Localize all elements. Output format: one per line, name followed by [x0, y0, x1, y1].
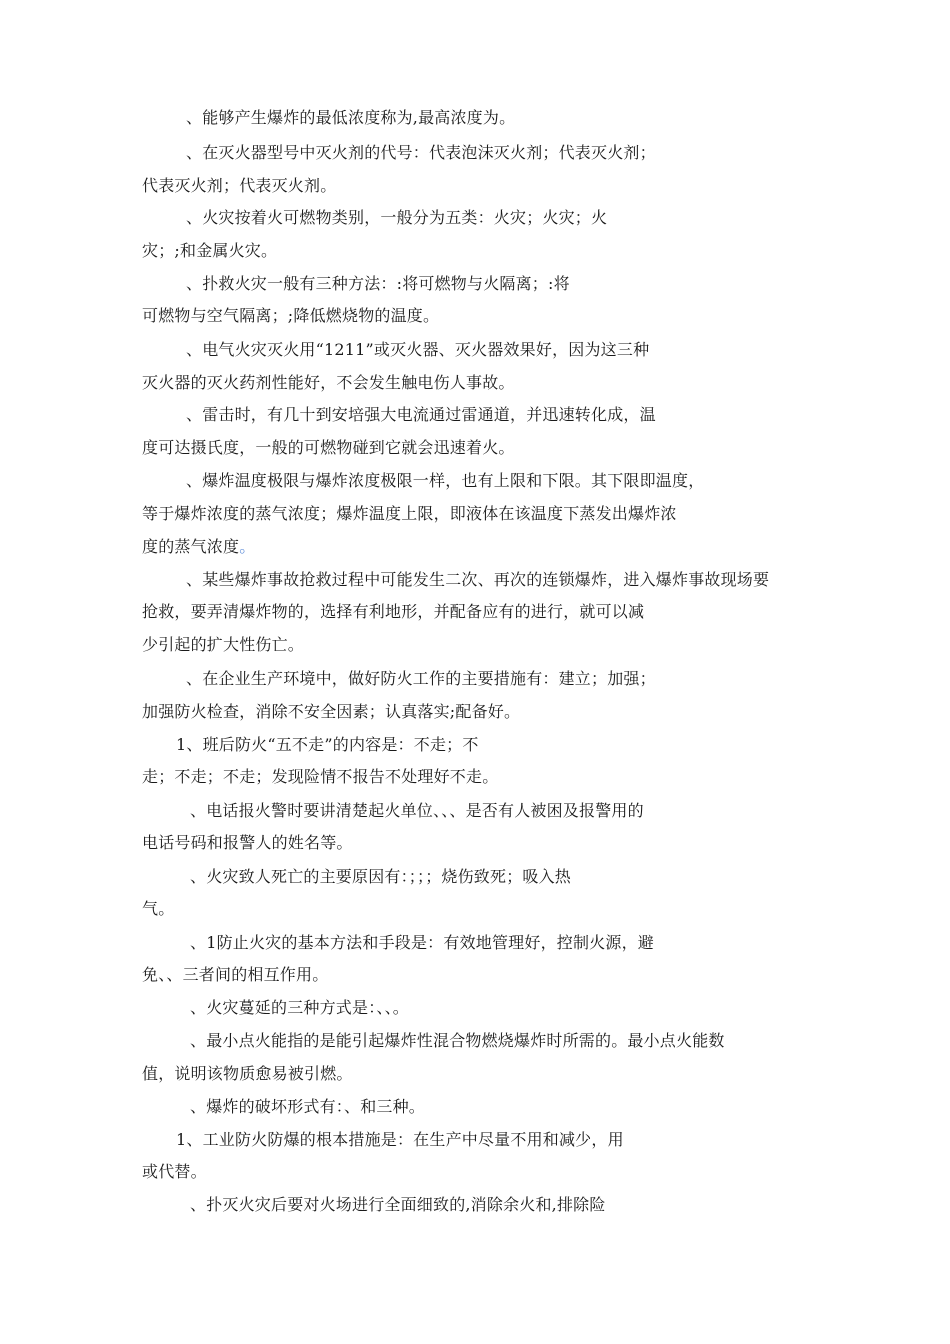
text-line: 、能够产生爆炸的最低浓度称为,最高浓度为。: [186, 108, 516, 127]
text-line: 度可达摄氏度，一般的可燃物碰到它就会迅速着火。: [142, 438, 515, 457]
text-line: 灾；;和金属火灾。: [142, 241, 278, 260]
text-line: 走；不走；不走；发现险情不报告不处理好不走。: [142, 767, 499, 786]
text-line: 抢救，要弄清爆炸物的，选择有利地形，并配备应有的进行，就可以减: [142, 602, 645, 621]
text-line: [142, 537, 255, 557]
text-line: 、火灾蔓延的三种方式是：、、。: [190, 998, 410, 1017]
text-line: 、爆炸的破坏形式有：、和三种。: [190, 1097, 426, 1116]
text-line: 、最小点火能指的是能引起爆炸性混合物燃烧爆炸时所需的。最小点火能数: [190, 1031, 725, 1050]
text-line: 灭火器的灭火药剂性能好，不会发生触电伤人事故。: [142, 373, 515, 392]
text-segment: 度的蒸气浓度: [142, 537, 240, 556]
trailing-period: 。: [239, 537, 256, 556]
text-line: 代表灭火剂；代表灭火剂。: [142, 176, 337, 195]
text-line: 、电话报火警时要讲清楚起火单位、、、是否有人被困及报警用的: [190, 801, 644, 820]
text-line: 、爆炸温度极限与爆炸浓度极限一样，也有上限和下限。其下限即温度，: [186, 471, 705, 490]
text-line: 、在灭火器型号中灭火剂的代号：代表泡沫灭火剂；代表灭火剂；: [186, 143, 656, 162]
text-line: 气。: [142, 899, 175, 918]
text-line: 免、、三者间的相互作用。: [142, 965, 329, 984]
text-line: 少引起的扩大性伤亡。: [142, 635, 305, 654]
text-line: 或代替。: [142, 1162, 207, 1181]
text-line: 、火灾按着火可燃物类别，一般分为五类：火灾；火灾；火: [186, 208, 608, 227]
text-line: 1、班后防火“五不走”的内容是：不走；不: [176, 735, 479, 754]
text-line: 、电气火灾灭火用“1211”或灭火器、灭火器效果好，因为这三种: [186, 340, 650, 359]
text-line: 、在企业生产环境中，做好防火工作的主要措施有：建立；加强；: [186, 669, 656, 688]
text-line: 、雷击时，有几十到安培强大电流通过雷通道，并迅速转化成，温: [186, 405, 656, 424]
text-line: 加强防火检查，消除不安全因素；认真落实;配备好。: [142, 702, 521, 721]
text-line: 可燃物与空气隔离；;降低燃烧物的温度。: [142, 306, 440, 325]
text-line: 1、工业防火防爆的根本措施是：在生产中尽量不用和减少，用: [176, 1130, 624, 1149]
text-line: 值，说明该物质愈易被引燃。: [142, 1064, 353, 1083]
text-line: 、扑救火灾一般有三种方法：:将可燃物与火隔离；:将: [186, 274, 570, 293]
text-line: 电话号码和报警人的姓名等。: [142, 833, 353, 852]
text-line: 、某些爆炸事故抢救过程中可能发生二次、再次的连锁爆炸，进入爆炸事故现场要: [186, 570, 770, 589]
text-line: 、火灾致人死亡的主要原因有：；；；烧伤致死；吸入热: [190, 867, 572, 886]
text-line: 等于爆炸浓度的蒸气浓度；爆炸温度上限，即液体在该温度下蒸发出爆炸浓: [142, 504, 677, 523]
text-line: 、扑灭火灾后要对火场进行全面细致的,消除余火和,排除险: [190, 1195, 606, 1214]
text-line: 、1防止火灾的基本方法和手段是：有效地管理好，控制火源，避: [190, 933, 654, 952]
